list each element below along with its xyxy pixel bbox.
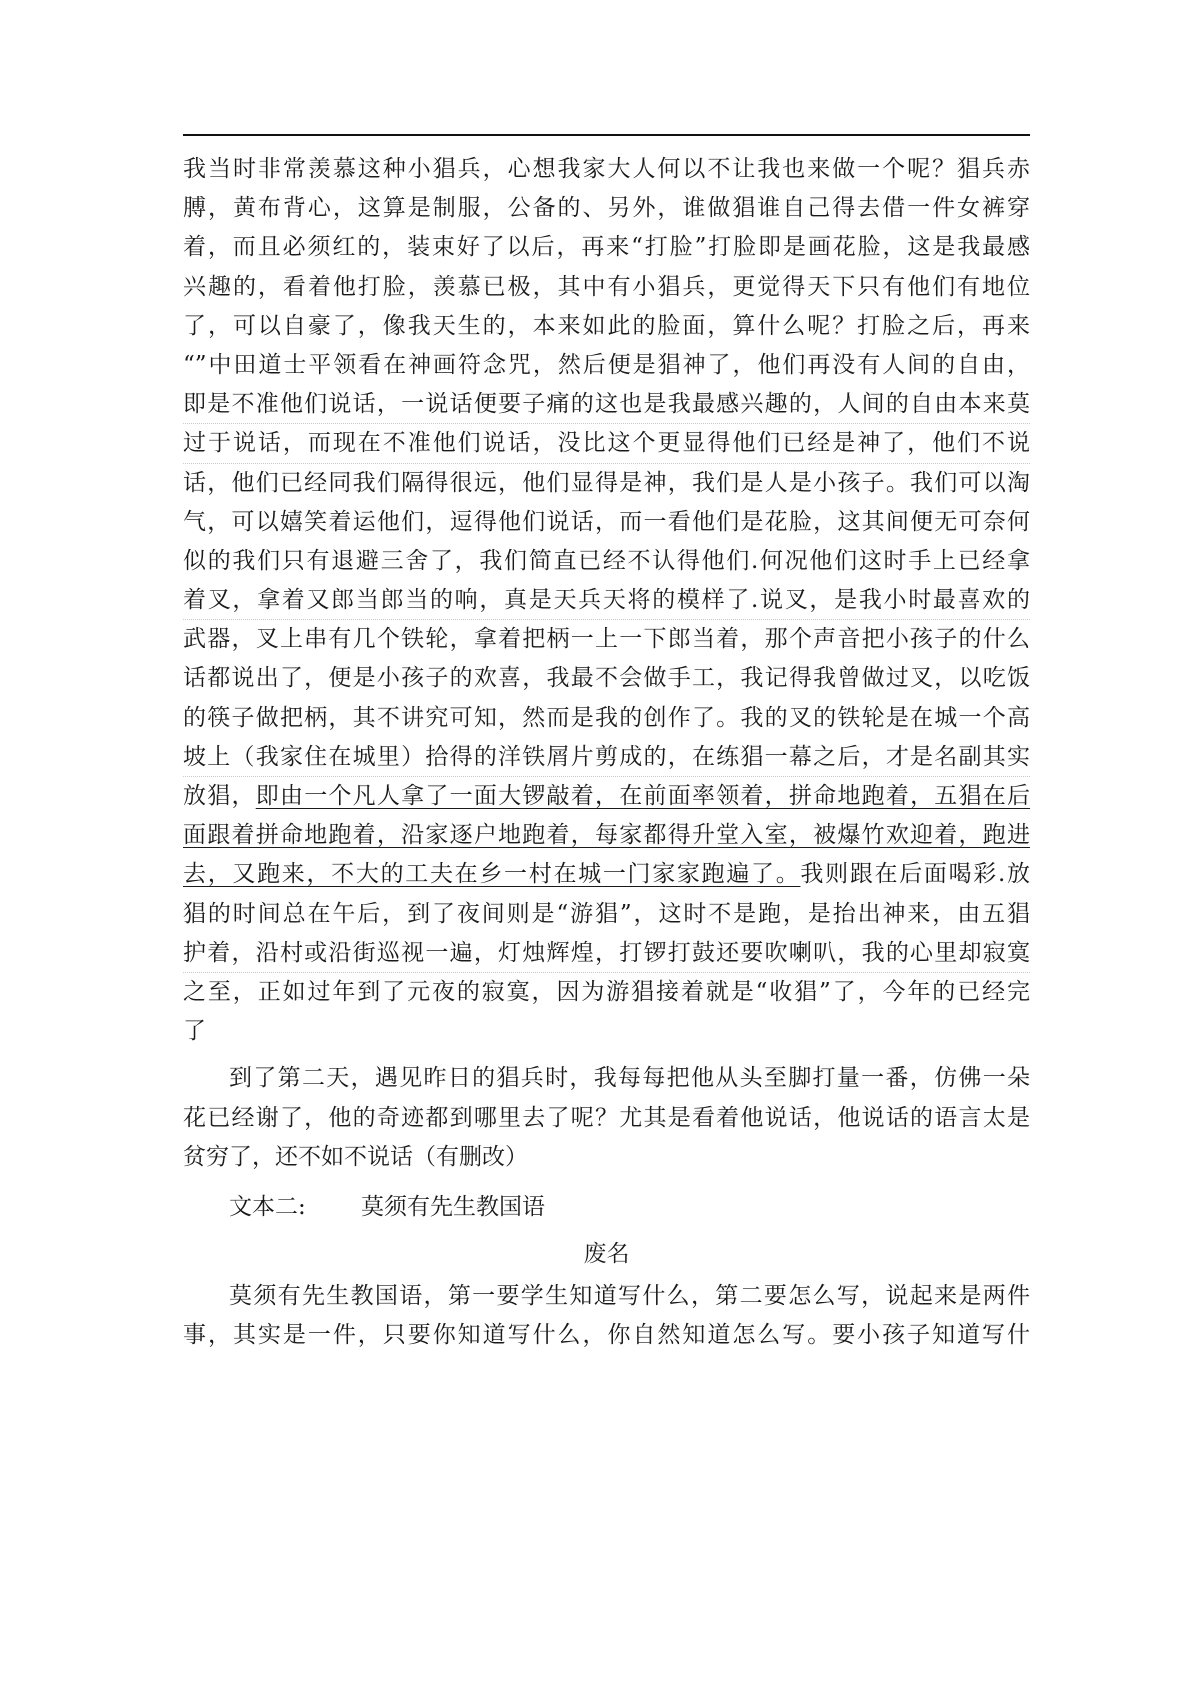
text-line: 膊，黄布背心，这算是制服，公备的、另外，谁做猖谁自己得去借一件女裤穿 [183, 195, 1030, 222]
text-line: 坡上（我家住在城里）拾得的洋铁屑片剪成的，在练猖一幕之后，才是名副其实 [183, 738, 1030, 777]
text-line: 话，他们已经同我们隔得很远，他们显得是神，我们是人是小孩子。我们可以淘 [183, 469, 1030, 496]
text2-label: 文本二: [229, 1193, 306, 1220]
text-line: 了 [183, 1018, 206, 1045]
text-line: 我当时非常羡慕这种小猖兵，心想我家大人何以不让我也来做一个呢？猖兵赤 [183, 156, 1030, 182]
text-line: “”中田道士平领看在神画符念咒，然后便是猖神了，他们再没有人间的自由， [183, 351, 1030, 378]
underlined-text: 即由一个凡人拿了一面大锣敲着，在前面率领着，拼命地跑着，五猖在后 [255, 783, 1030, 809]
body-text [183, 150, 1030, 1355]
text-line: 到了第二天，遇见昨日的猖兵时，我每每把他从头至脚打量一番，仿佛一朵 [229, 1065, 1030, 1092]
text-line: 似的我们只有退避三舍了，我们简直已经不认得他们.何况他们这时手上已经拿 [183, 547, 1030, 574]
text-span: 放猖， [183, 783, 256, 809]
text-line: 气，可以嬉笑着运他们，逗得他们说话，而一看他们是花脸，这其间便无可奈何 [183, 508, 1030, 535]
text-line: 话都说出了，便是小孩子的欢喜，我最不会做手工，我记得我曾做过叉，以吃饭 [183, 665, 1030, 692]
text-line: 事，其实是一件，只要你知道写什么，你自然知道怎么写。要小孩子知道写什 [183, 1322, 1030, 1349]
text-line: 护着，沿村或沿街巡视一遍，灯烛辉煌，打锣打鼓还要吹喇叭，我的心里却寂寞 [183, 934, 1030, 973]
text2-author: 废名 [583, 1240, 630, 1267]
text-line: 的筷子做把柄，其不讲究可知，然而是我的创作了。我的叉的铁轮是在城一个高 [183, 704, 1030, 731]
text-line-underlined-start [183, 777, 1030, 816]
text-line: 着，而且必须红的，装束好了以后，再来“打脸”打脸即是画花脸，这是我最感 [183, 234, 1030, 261]
text-span: 我则跟在后面喝彩.放 [800, 861, 1030, 888]
text-line: 过于说话，而现在不准他们说话，没比这个更显得他们已经是神了，他们不说 [183, 424, 1030, 463]
text2-heading [183, 1187, 1030, 1227]
header-rule [183, 134, 1030, 136]
underlined-text: 去，又跑来，不大的工夫在乡一村在城一门家家跑遍了。 [183, 861, 801, 888]
text-line: 武器，叉上串有几个铁轮，拿着把柄一上一下郎当着，那个声音把小孩子的什么 [183, 626, 1030, 653]
text-line: 莫须有先生教国语，第一要学生知道写什么，第二要怎么写，说起来是两件 [229, 1282, 1030, 1309]
text-line: 贫穷了，还不如不说话（有删改） [183, 1143, 528, 1170]
text-line-underlined-end [183, 855, 1030, 894]
text-line: 着叉，拿着又郎当郎当的响，真是天兵天将的模样了.说叉，是我小时最喜欢的 [183, 581, 1030, 620]
text2-title: 莫须有先生教国语 [361, 1193, 545, 1220]
text-line: 之至，正如过年到了元夜的寂寞，因为游猖接着就是“收猖”了，今年的已经完 [183, 978, 1030, 1005]
text-line: 兴趣的，看着他打脸，羡慕已极，其中有小猖兵，更觉得天下只有他们有地位 [183, 273, 1030, 300]
underlined-text: 面跟着拼命地跑着，沿家逐户地跑着，每家都得升堂入室，被爆竹欢迎着，跑进 [183, 822, 1030, 849]
text-line: 即是不准他们说话，一说话便要子痛的这也是我最感兴趣的，人间的自由本来莫 [183, 385, 1030, 424]
text-line-underlined [183, 816, 1030, 855]
text-line: 了，可以自豪了，像我天生的，本来如此的脸面，算什么呢？打脸之后，再来 [183, 312, 1030, 339]
text-line: 猖的时间总在午后，到了夜间则是“游猖”，这时不是跑，是抬出神来，由五猖 [183, 900, 1030, 927]
text-line: 花已经谢了，他的奇迹都到哪里去了呢？尤其是看着他说话，他说话的语言太是 [183, 1104, 1030, 1131]
